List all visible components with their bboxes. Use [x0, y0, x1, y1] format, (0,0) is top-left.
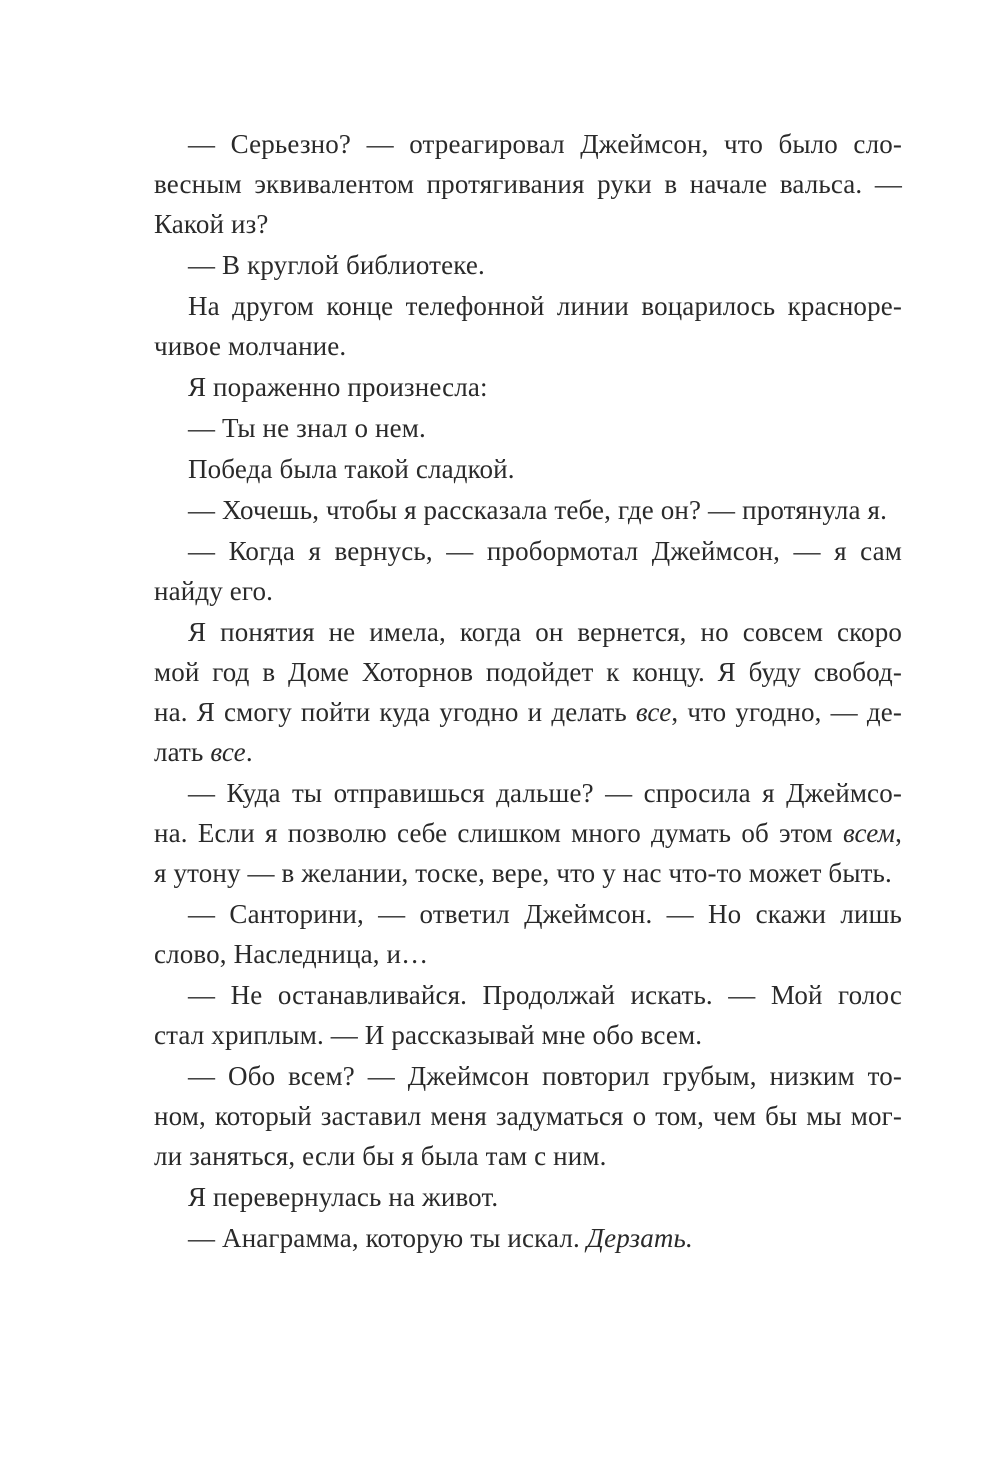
- paragraph: [154, 245, 902, 285]
- text-run: — В круглой библиотеке.: [188, 250, 485, 280]
- text-line: [154, 531, 902, 571]
- paragraph: [154, 773, 902, 893]
- paragraph: [154, 531, 902, 611]
- text-line: [154, 204, 902, 244]
- text-line: [154, 164, 902, 204]
- text-run: — Хочешь, чтобы я рассказала тебе, где он? — протянула я.: [188, 495, 888, 525]
- text-line: [154, 773, 902, 813]
- paragraph: [154, 1056, 902, 1176]
- paragraph: [154, 124, 902, 244]
- paragraph: [154, 490, 902, 530]
- text-line: [154, 1056, 902, 1096]
- text-line: [154, 612, 902, 652]
- text-line: [154, 1177, 902, 1217]
- italic-text: все: [210, 737, 246, 767]
- text-run: ли заняться, если бы я была там с ним.: [154, 1141, 607, 1171]
- paragraph: [154, 367, 902, 407]
- text-run: , что угодно, — де-: [671, 697, 902, 727]
- text-line: [154, 853, 902, 893]
- text-run: ,: [895, 818, 902, 848]
- text-run: Я перевернулась на живот.: [188, 1182, 499, 1212]
- text-run: весным эквивалентом протягивания руки в начале вальса. —: [154, 169, 902, 199]
- text-run: — Серьезно? — отреагировал Джеймсон, что было сло-: [188, 129, 902, 159]
- text-run: — Когда я вернусь, — пробормотал Джеймсон, — я сам: [188, 536, 902, 566]
- text-line: [154, 732, 902, 772]
- paragraph: [154, 612, 902, 772]
- text-line: [154, 1218, 902, 1258]
- text-line: [154, 449, 902, 489]
- paragraph: [154, 1177, 902, 1217]
- text-run: чивое молчание.: [154, 331, 347, 361]
- text-run: — Куда ты отправишься дальше? — спросила я Джеймсо-: [188, 778, 902, 808]
- text-run: Победа была такой сладкой.: [188, 454, 515, 484]
- text-run: — Санторини, — ответил Джеймсон. — Но скажи лишь: [188, 899, 902, 929]
- paragraph: [154, 1218, 902, 1258]
- text-line: [154, 934, 902, 974]
- text-run: на. Я смогу пойти куда угодно и делать: [154, 697, 636, 727]
- text-run: .: [245, 737, 253, 767]
- text-run: стал хриплым. — И рассказывай мне обо всем.: [154, 1020, 703, 1050]
- italic-text: все: [635, 697, 672, 727]
- text-line: [154, 894, 902, 934]
- text-run: — Анаграмма, которую ты искал.: [188, 1223, 587, 1253]
- text-line: [154, 245, 902, 285]
- text-line: [154, 367, 902, 407]
- text-line: [154, 813, 902, 853]
- text-line: [154, 1015, 902, 1055]
- text-run: — Не останавливайся. Продолжай искать. — Мой голос: [188, 980, 902, 1010]
- text-run: мой год в Доме Хоторнов подойдет к концу. Я буду свобод-: [154, 657, 902, 687]
- text-run: Я понятия не имела, когда он вернется, но совсем скоро: [188, 617, 902, 647]
- text-run: — Ты не знал о нем.: [188, 413, 426, 443]
- text-line: [154, 408, 902, 448]
- book-page: [154, 124, 902, 1258]
- paragraph: [154, 894, 902, 974]
- text-line: [154, 326, 902, 366]
- paragraph: [154, 286, 902, 366]
- italic-text: всем: [842, 818, 896, 848]
- text-run: — Обо всем? — Джеймсон повторил грубым, низким то-: [188, 1061, 902, 1091]
- text-line: [154, 571, 902, 611]
- paragraph: [154, 975, 902, 1055]
- text-run: ном, который заставил меня задуматься о том, чем бы мы мог-: [154, 1101, 902, 1131]
- text-run: Я пораженно произнесла:: [188, 372, 488, 402]
- text-run: на. Если я позволю себе слишком много думать об этом: [154, 818, 843, 848]
- text-line: [154, 975, 902, 1015]
- text-line: [154, 490, 902, 530]
- text-line: [154, 652, 902, 692]
- paragraph: [154, 449, 902, 489]
- text-run: слово, Наследница, и…: [154, 939, 429, 969]
- text-line: [154, 692, 902, 732]
- text-line: [154, 1136, 902, 1176]
- text-line: [154, 1096, 902, 1136]
- paragraph: [154, 408, 902, 448]
- text-line: [154, 124, 902, 164]
- text-run: найду его.: [154, 576, 274, 606]
- text-run: Какой из?: [154, 209, 269, 239]
- text-run: лать: [154, 737, 211, 767]
- text-run: На другом конце телефонной линии воцарилось красноре-: [188, 291, 902, 321]
- text-run: я утону — в желании, тоске, вере, что у нас что-то может быть.: [154, 858, 892, 888]
- italic-text: Дерзать.: [586, 1223, 693, 1253]
- text-line: [154, 286, 902, 326]
